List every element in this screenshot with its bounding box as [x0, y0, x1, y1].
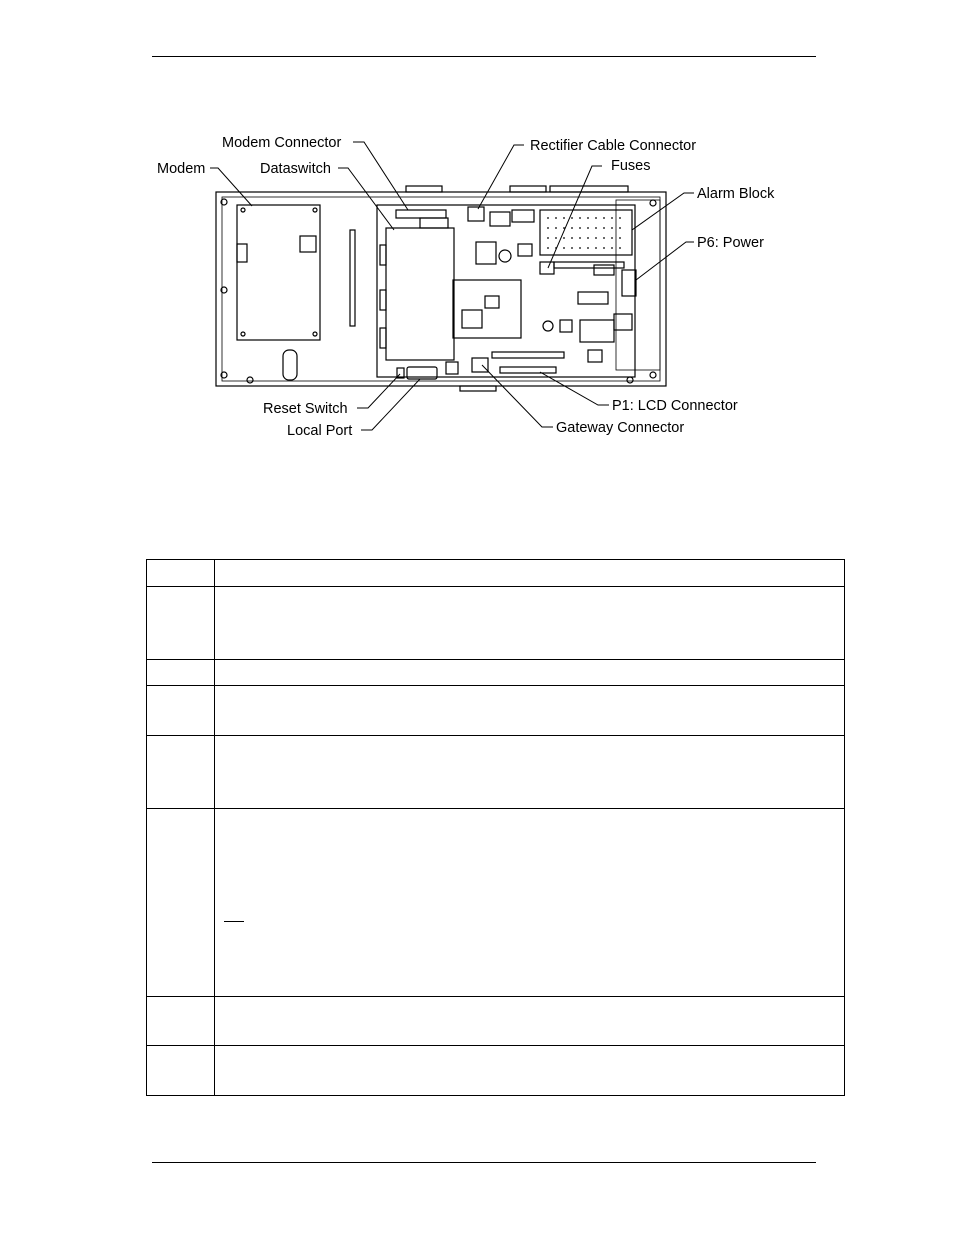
callout-dataswitch: Dataswitch [260, 161, 331, 177]
callout-rectifier-cable-connector: Rectifier Cable Connector [530, 138, 697, 154]
table-cell [215, 686, 845, 736]
callout-p1-lcd-connector: P1: LCD Connector [612, 398, 738, 414]
table-cell [147, 1046, 215, 1096]
callout-alarm-block: Alarm Block [697, 186, 775, 202]
table-row [147, 560, 845, 587]
table-cell [215, 560, 845, 587]
table-row [147, 1046, 845, 1096]
table-cell [215, 997, 845, 1046]
callout-modem: Modem [157, 161, 206, 177]
modem-board [237, 205, 320, 340]
table-row [147, 587, 845, 660]
main-board [377, 205, 635, 377]
table-row [147, 736, 845, 809]
callout-reset-switch: Reset Switch [263, 401, 348, 417]
callout-modem-connector: Modem Connector [222, 135, 342, 151]
alarm-block [540, 210, 632, 255]
table-cell [147, 560, 215, 587]
table-cell [147, 686, 215, 736]
footer-rule [152, 1162, 816, 1163]
enclosure-inner [222, 197, 660, 381]
table-cell [147, 587, 215, 660]
table-row [147, 997, 845, 1046]
table-cell [215, 660, 845, 686]
table-cell [215, 736, 845, 809]
table-cell [215, 587, 845, 660]
callout-fuses: Fuses [611, 158, 651, 174]
parameter-table [146, 559, 845, 1096]
table-row [147, 686, 845, 736]
table-cell [147, 997, 215, 1046]
table-cell [147, 809, 215, 997]
table-cell [215, 1046, 845, 1096]
note-underline [224, 921, 244, 922]
callout-gateway-connector: Gateway Connector [556, 420, 685, 436]
controller-board-diagram [150, 130, 790, 440]
callout-p6-power: P6: Power [697, 235, 764, 251]
p1-lcd-connector [500, 367, 556, 373]
table-cell [147, 736, 215, 809]
table-row [147, 660, 845, 686]
dataswitch-box [386, 228, 454, 360]
table-row [147, 809, 845, 997]
gateway-connector [472, 358, 488, 372]
callout-local-port: Local Port [287, 423, 353, 439]
table-cell [147, 660, 215, 686]
p6-power-connector [622, 270, 636, 296]
header-rule [152, 56, 816, 57]
table-cell [215, 809, 845, 997]
